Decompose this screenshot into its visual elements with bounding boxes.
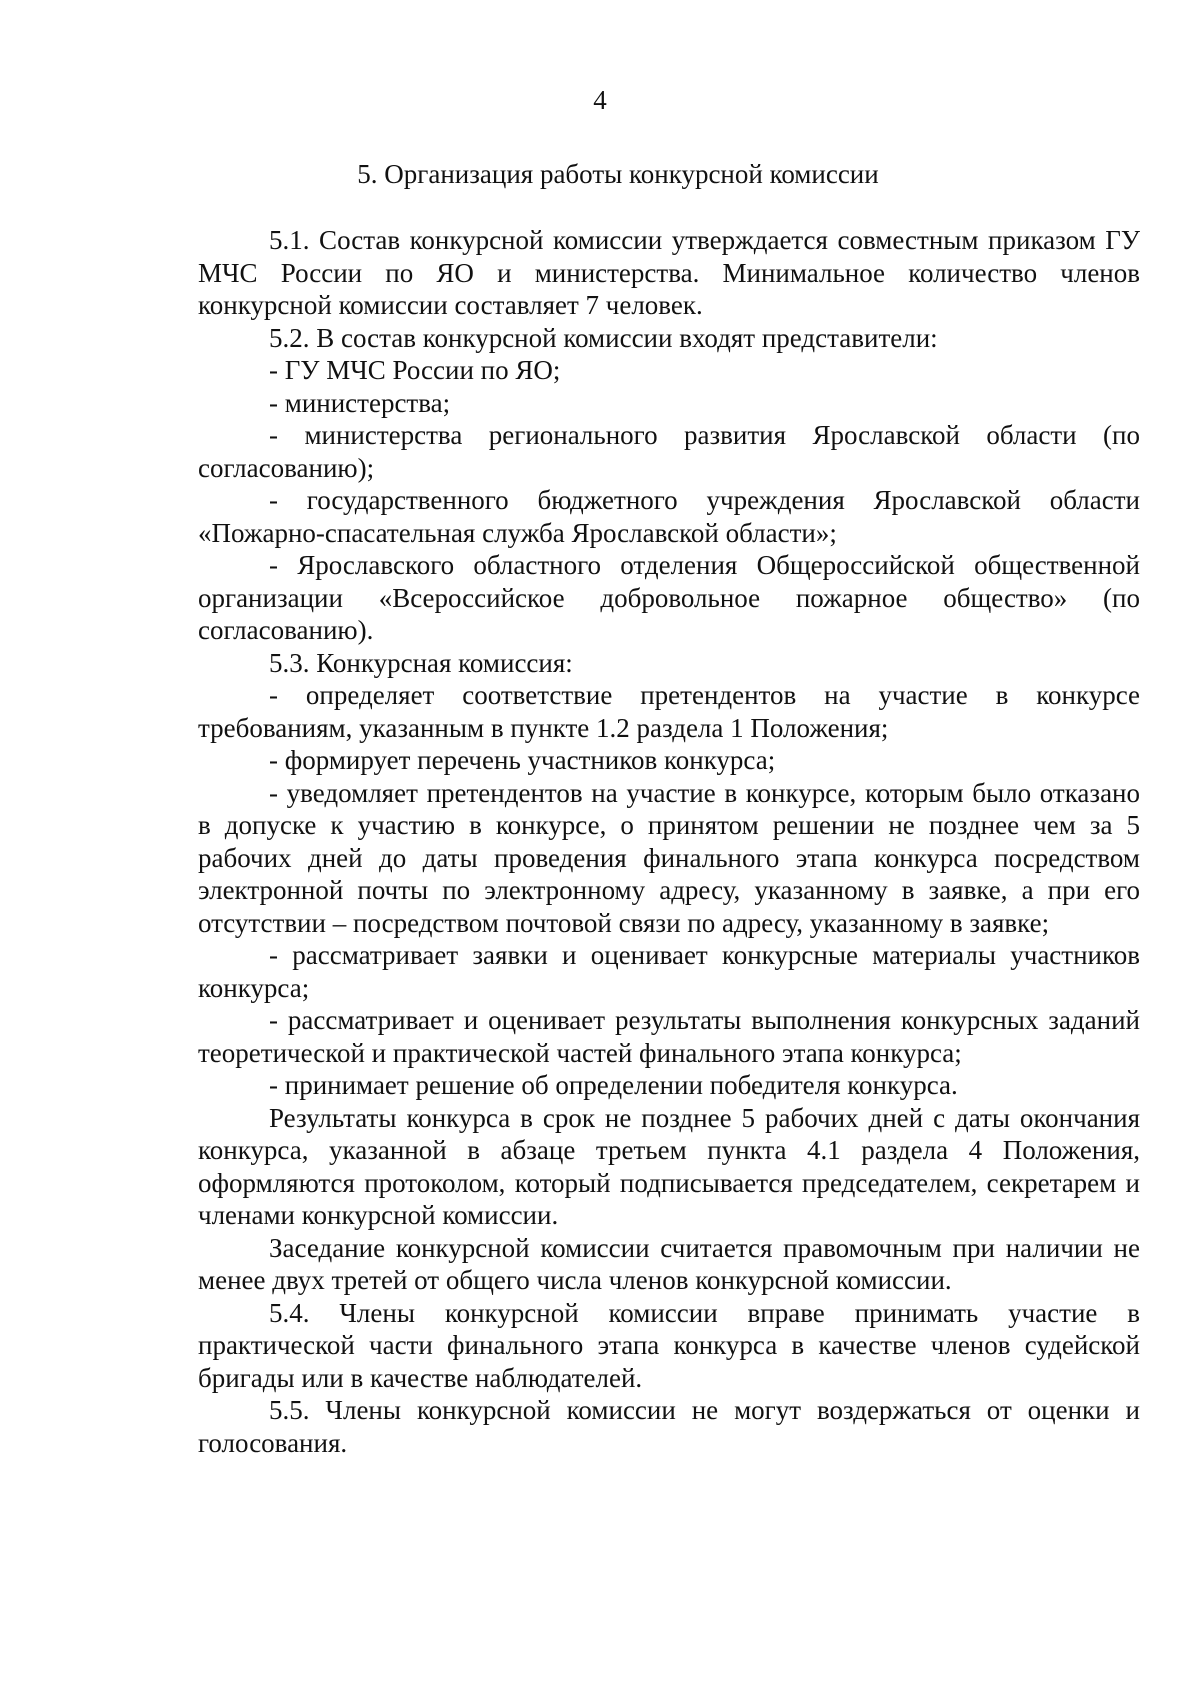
- list-item: - государственного бюджетного учреждения Ярославской области «Пожарно-спасательная служба Ярославской области»;: [198, 485, 1140, 548]
- paragraph-5-5: 5.5. Члены конкурсной комиссии не могут воздержаться от оценки и голосования.: [198, 1395, 1140, 1458]
- list-item: - уведомляет претендентов на участие в конкурсе, которым было отказано в допуске к участию в конкурсе, о принятом решении не позднее чем за 5 рабочих дней до даты проведения финального этапа конкурса посредством электронной почты по электронному адресу, указанному в заявке, а при его отсутствии – посредством почтовой связи по адресу, указанному в заявке;: [198, 777, 1140, 938]
- paragraph-quorum: Заседание конкурсной комиссии считается правомочным при наличии не менее двух третей от общего числа членов конкурсной комиссии.: [198, 1232, 1140, 1295]
- paragraph-5-3: 5.3. Конкурсная комиссия:: [269, 647, 573, 678]
- list-item: - рассматривает заявки и оценивает конкурсные материалы участников конкурса;: [198, 940, 1140, 1003]
- list-item: - принимает решение об определении победителя конкурса.: [269, 1070, 958, 1100]
- list-item: - министерства;: [269, 387, 451, 418]
- list-item: - министерства регионального развития Ярославской области (по согласованию);: [198, 420, 1140, 483]
- list-item: - формирует перечень участников конкурса;: [269, 745, 776, 775]
- list-item: - определяет соответствие претендентов на участие в конкурсе требованиям, указанным в пункте 1.2 раздела 1 Положения;: [198, 680, 1140, 743]
- section-title: 5. Организация работы конкурсной комиссии: [357, 159, 879, 189]
- list-item: - рассматривает и оценивает результаты выполнения конкурсных заданий теоретической и практической частей финального этапа конкурса;: [198, 1005, 1140, 1068]
- list-item: - ГУ МЧС России по ЯО;: [269, 355, 561, 385]
- document-body: [198, 224, 1140, 1459]
- page-number: 4: [593, 85, 607, 115]
- paragraph-5-1: 5.1. Состав конкурсной комиссии утверждается совместным приказом ГУ МЧС России по ЯО и министерства. Минимальное количество членов конкурсной комиссии составляет 7 человек.: [198, 225, 1140, 320]
- paragraph-5-2: 5.2. В состав конкурсной комиссии входят представители:: [269, 322, 938, 353]
- paragraph-results: Результаты конкурса в срок не позднее 5 рабочих дней с даты окончания конкурса, указанной в абзаце третьем пункта 4.1 раздела 4 Положения, оформляются протоколом, который подписывается председателем, секретарем и членами конкурсной комиссии.: [198, 1102, 1140, 1230]
- list-item: - Ярославского областного отделения Общероссийской общественной организации «Всероссийское добровольное пожарное общество» (по согласованию).: [198, 550, 1140, 645]
- paragraph-5-4: 5.4. Члены конкурсной комиссии вправе принимать участие в практической части финального этапа конкурса в качестве членов судейской бригады или в качестве наблюдателей.: [198, 1297, 1140, 1393]
